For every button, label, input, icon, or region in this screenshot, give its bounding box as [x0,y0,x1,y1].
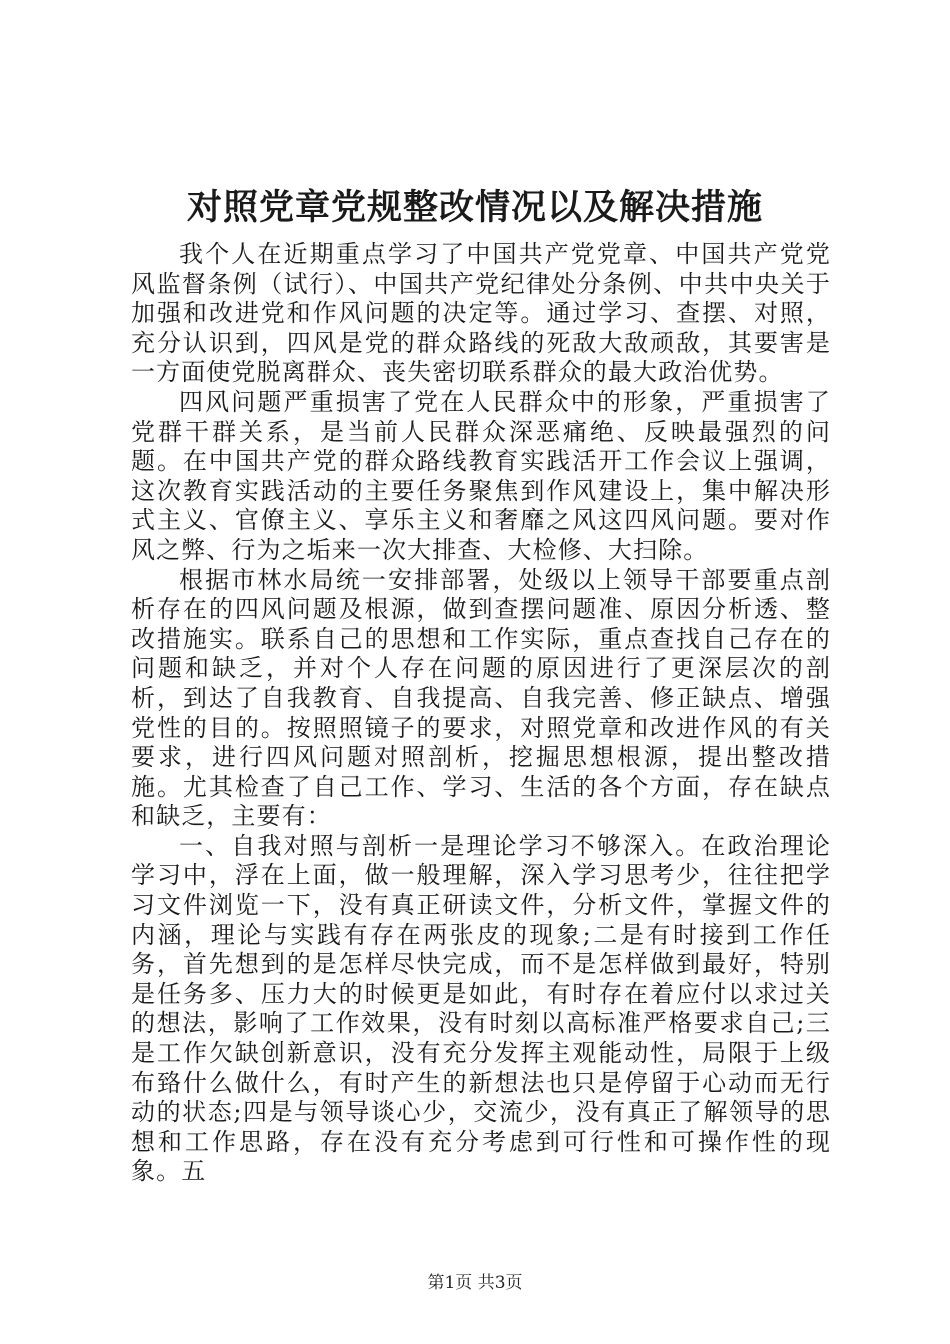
paragraph-4: 一、自我对照与剖析一是理论学习不够深入。在政治理论学习中，浮在上面，做一般理解，深入学习思考少，往往把学习文件浏览一下，没有真正研读文件，分析文件，掌握文件的内涵，理论与实践有存在两张皮的现象;二是有时接到工作任务，首先想到的是怎样尽快完成，而不是怎样做到最好，特别是任务多、压力大的时候更是如此，有时存在着应付以求过关的想法，影响了工作效果，没有时刻以高标准严格要求自己;三是工作欠缺创新意识，没有充分发挥主观能动性，局限于上级布臵什么做什么，有时产生的新想法也只是停留于心动而无行动的状态;四是与领导谈心少，交流少，没有真正了解领导的思想和工作思路，存在没有充分考虑到可行性和可操作性的现象。五 [131,831,831,1186]
document-title: 对照党章党规整改情况以及解决措施 [186,187,763,228]
paragraph-3: 根据市林水局统一安排部署，处级以上领导干部要重点剖析存在的四风问题及根源，做到查摆问题准、原因分析透、整改措施实。联系自己的思想和工作实际，重点查找自己存在的问题和缺乏，并对个人存在问题的原因进行了更深层次的剖析，到达了自我教育、自我提高、自我完善、修正缺点、增强党性的目的。按照照镜子的要求，对照党章和改进作风的有关要求，进行四风问题对照剖析，挖掘思想根源，提出整改措施。尤其检查了自己工作、学习、生活的各个方面，存在缺点和缺乏，主要有： [131,565,831,831]
page-number-footer: 第1页 共3页 [427,1273,523,1293]
document-body [131,240,831,1187]
paragraph-1: 我个人在近期重点学习了中国共产党党章、中国共产党党风监督条例（试行）、中国共产党纪律处分条例、中共中央关于加强和改进党和作风问题的决定等。通过学习、查摆、对照，充分认识到，四风是党的群众路线的死敌大敌顽敌，其要害是一方面使党脱离群众、丧失密切联系群众的最大政治优势。 [131,240,831,387]
paragraph-2: 四风问题严重损害了党在人民群众中的形象，严重损害了党群干群关系，是当前人民群众深恶痛绝、反映最强烈的问题。在中国共产党的群众路线教育实践活开工作会议上强调，这次教育实践活动的主要任务聚焦到作风建设上，集中解决形式主义、官僚主义、享乐主义和奢靡之风这四风问题。要对作风之弊、行为之垢来一次大排查、大检修、大扫除。 [131,387,831,564]
